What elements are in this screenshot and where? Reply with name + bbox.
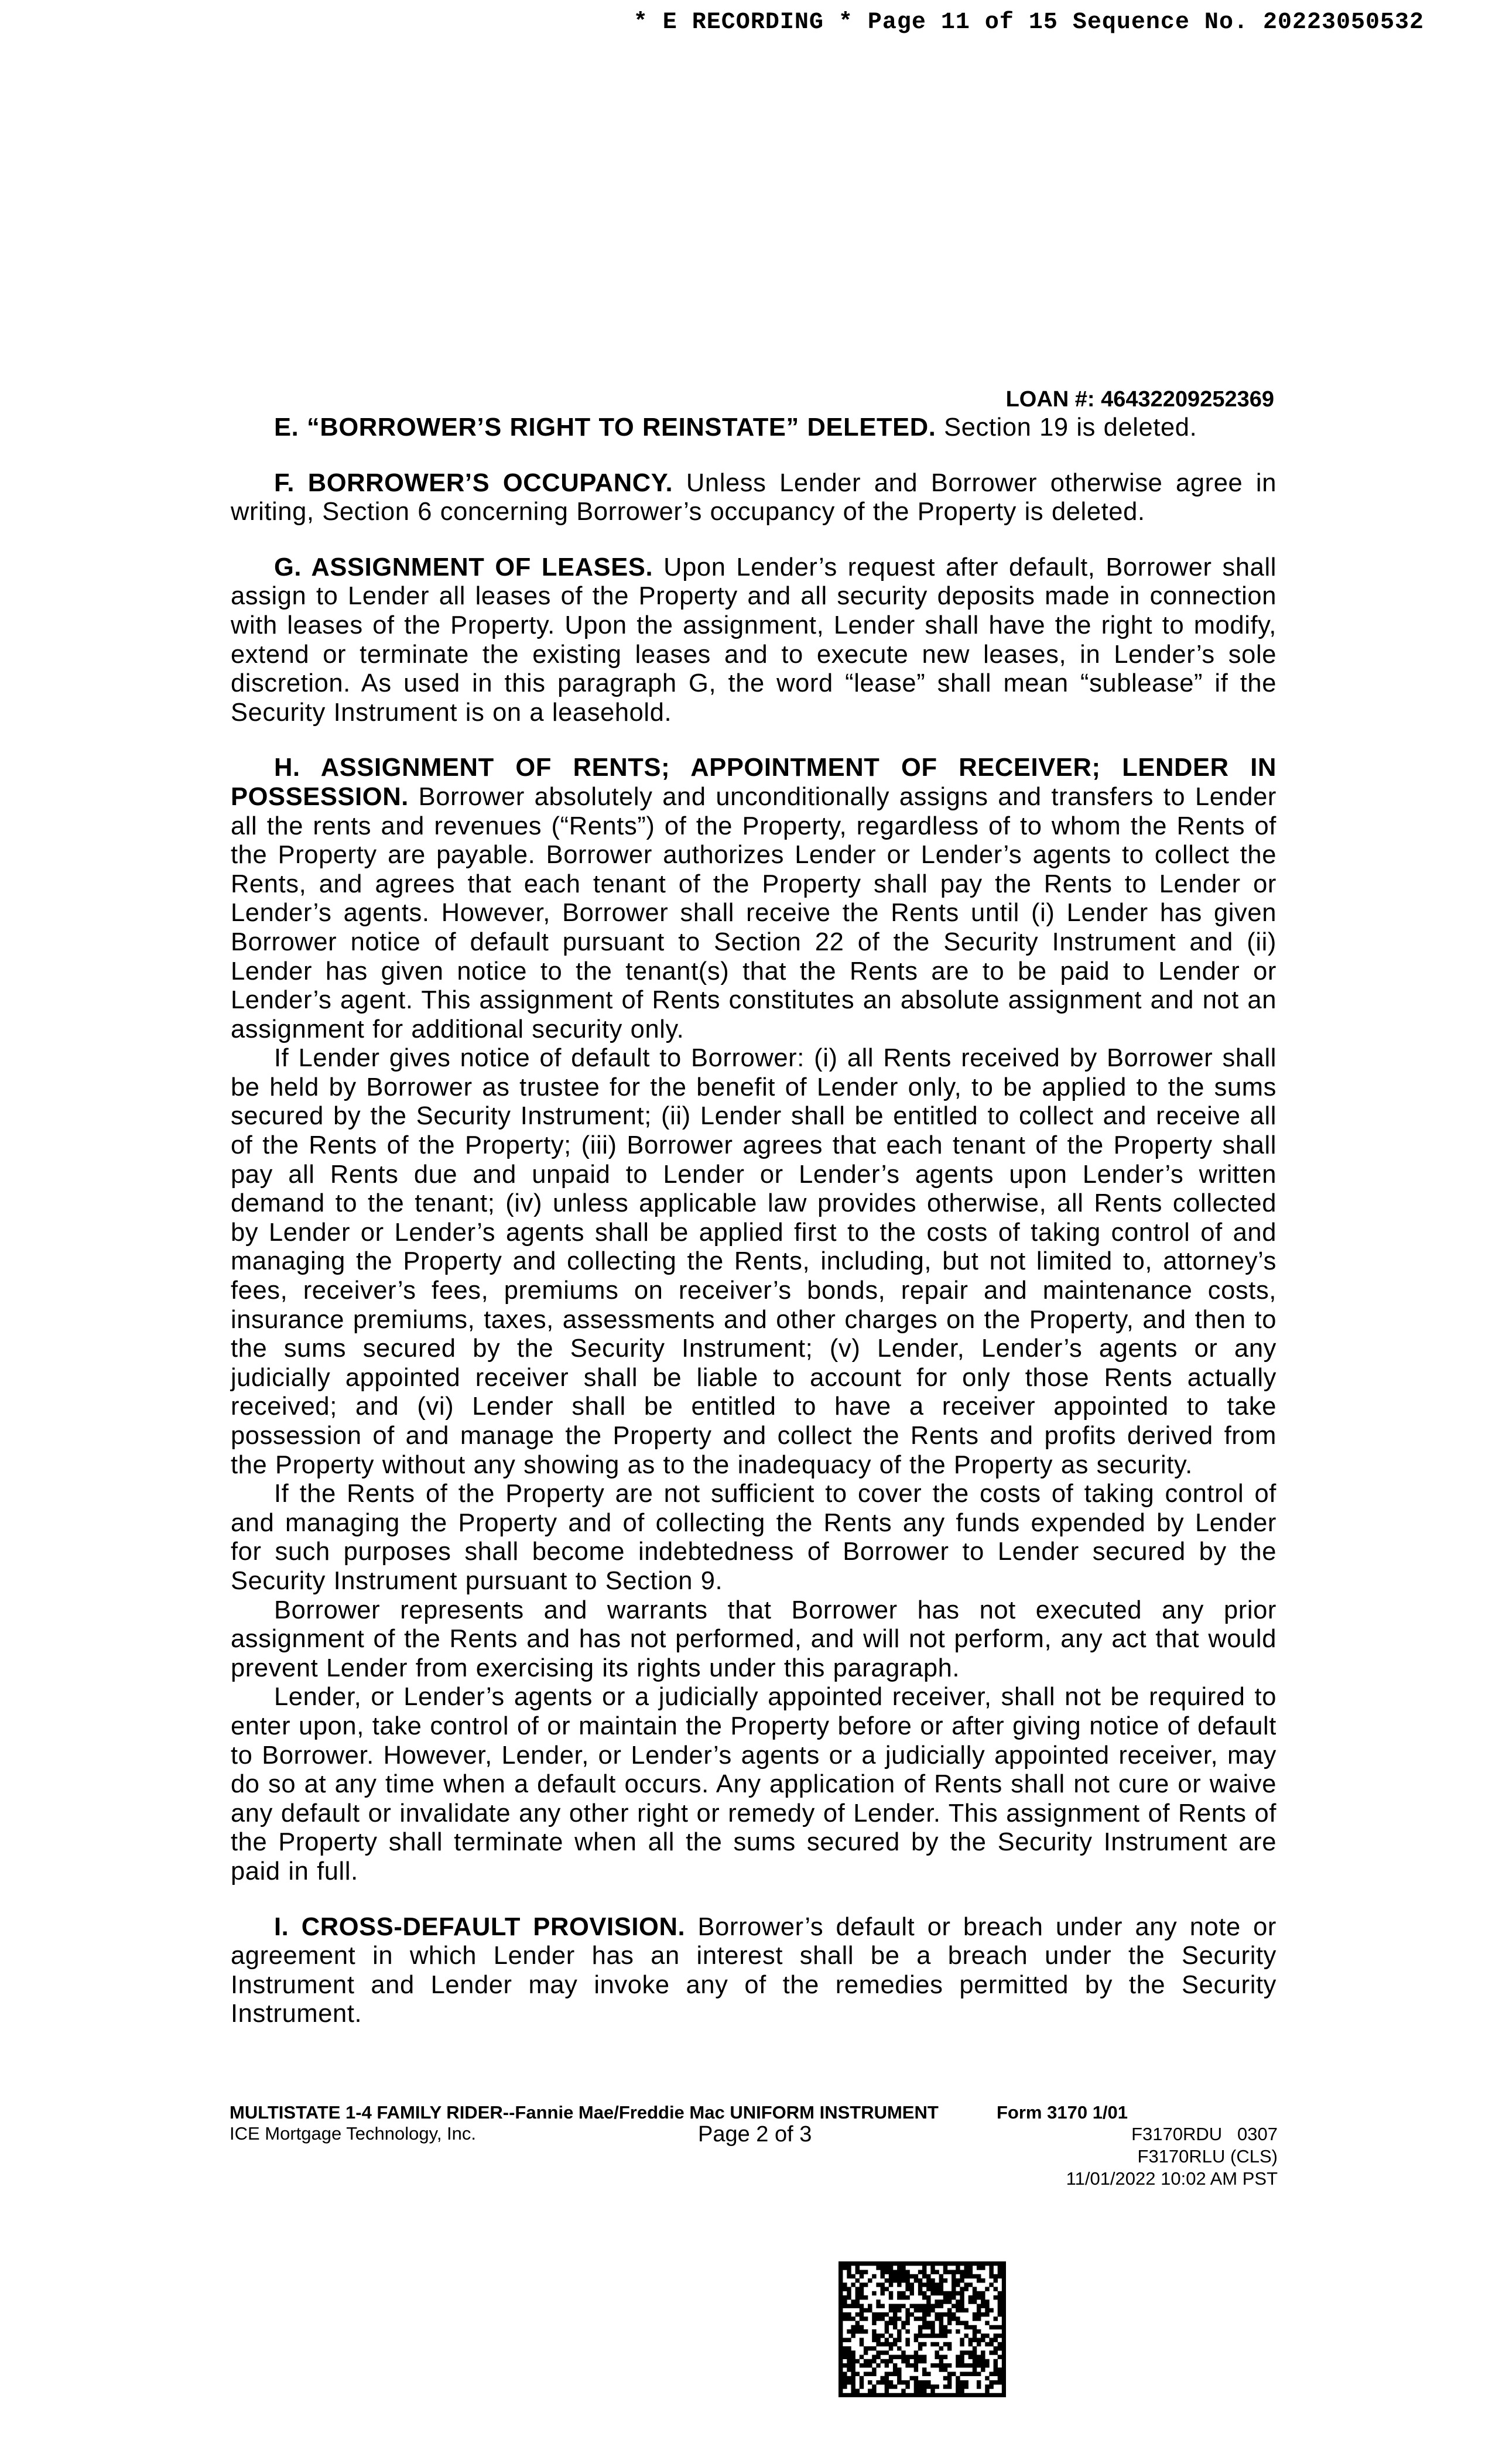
section-h-paragraph-2: If Lender gives notice of default to Borrower: (i) all Rents received by Borrower shall be held by Borrower as trustee for the benefit of Lender only, to be applied to the sums secured by the Security Instrument; (ii) Lender shall be entitled to collect and receive all of the Rents of the Property; (iii) Borrower agrees that each tenant of the Property shall pay all Rents due and unpaid to Lender or Lender’s agents upon Lender’s written demand to the tenant; (iv) unless applicable law provides otherwise, all Rents collected by Lender or Lender’s agents shall be applied first to the costs of taking control of and managing the Property and collecting the Rents, including, but not limited to, attorney’s fees, receiver’s fees, premiums on receiver’s bonds, repair and maintenance costs, insurance premiums, taxes, assessments and other charges on the Property, and then to the sums secured by the Security Instrument; (v) Lender, Lender’s agents or any judicially appointed receiver shall be liable to account for only those Rents actually received; and (vi) Lender shall be entitled to have a receiver appointed to take possession of and manage the Property and collect the Rents and profits derived from the Property without any showing as to the inadequacy of the Property as security. xyxy=(231,1044,1276,1479)
section-h-paragraph-3: If the Rents of the Property are not sufficient to cover the costs of taking control of and managing the Property and of collecting the Rents any funds expended by Lender for such purposes shall become indebtedness of Borrower to Lender secured by the Security Instrument pursuant to Section 9. xyxy=(231,1480,1276,1595)
qr-code-icon xyxy=(839,2261,1006,2397)
section-h-text: Borrower absolutely and unconditionally assigns and transfers to Lender all the rents and revenues (“Rents”) of the Property, regardless of to whom the Rents of the Property are payable. Borrower authorizes Lender or Lender’s agents to collect the Rents, and agrees that each tenant of the Property shall pay the Rents to Lender or Lender’s agents. However, Borrower shall receive the Rents until (i) Lender has given Borrower notice of default pursuant to Section 22 of the Security Instrument and (ii) Lender has given notice to the tenant(s) that the Rents are to be paid to Lender or Lender’s agent. This assignment of Rents constitutes an absolute assignment and not an assignment for additional security only. xyxy=(231,782,1276,1043)
section-e-heading: E. “BORROWER’S RIGHT TO REINSTATE” DELETED. xyxy=(274,413,936,442)
recording-header: * E RECORDING * Page 11 of 15 Sequence No. 20223050532 xyxy=(633,9,1424,36)
section-g xyxy=(231,553,1276,728)
section-i-text: Borrower’s default or breach under any note or agreement in which Lender has an interest shall be a breach under the Security Instrument and Lender may invoke any of the remedies permitted by the Security Instrument. xyxy=(231,1912,1276,2028)
section-f-heading: F. BORROWER’S OCCUPANCY. xyxy=(274,468,673,497)
footer-code-2: F3170RLU (CLS) xyxy=(1137,2146,1278,2167)
loan-number: LOAN #: 46432209252369 xyxy=(1005,387,1274,412)
section-g-text: Upon Lender’s request after default, Borrower shall assign to Lender all leases of the Property and all security deposits made in connection with leases of the Property. Upon the assignment, Lender shall have the right to modify, extend or terminate the existing leases and to execute new leases, in Lender’s sole discretion. As used in this paragraph G, the word “lease” shall mean “sublease” if the Security Instrument is on a leasehold. xyxy=(231,553,1276,727)
footer-codes xyxy=(985,2123,1278,2190)
section-h-paragraph-5: Lender, or Lender’s agents or a judicially appointed receiver, shall not be required to enter upon, take control of or maintain the Property before or after giving notice of default to Borrower. However, Lender, or Lender’s agents or a judicially appointed receiver, may do so at any time when a default occurs. Any application of Rents shall not cure or waive any default or invalidate any other right or remedy of Lender. This assignment of Rents of the Property shall terminate when all the sums secured by the Security Instrument are paid in full. xyxy=(231,1683,1276,1885)
section-i xyxy=(231,1913,1276,2029)
footer-form-title: MULTISTATE 1-4 FAMILY RIDER--Fannie Mae/Freddie Mac UNIFORM INSTRUMENT xyxy=(230,2102,939,2123)
footer-company: ICE Mortgage Technology, Inc. xyxy=(230,2123,477,2144)
section-h xyxy=(231,754,1276,1044)
document-footer xyxy=(230,2102,1278,2189)
section-h-heading: H. ASSIGNMENT OF RENTS; APPOINTMENT OF RECEIVER; LENDER IN POSSESSION. xyxy=(231,754,1276,811)
document-body xyxy=(231,413,1276,2029)
section-i-heading: I. CROSS-DEFAULT PROVISION. xyxy=(274,1912,686,1941)
section-g-heading: G. ASSIGNMENT OF LEASES. xyxy=(274,553,653,581)
qr-code-modules xyxy=(839,2261,1006,2397)
section-e xyxy=(231,413,1276,443)
footer-form-number: Form 3170 1/01 xyxy=(997,2102,1128,2123)
section-h-paragraph-4: Borrower represents and warrants that Borrower has not executed any prior assignment of the Rents and has not performed, and will not perform, any act that would prevent Lender from exercising its rights under this paragraph. xyxy=(231,1596,1276,1682)
section-e-text: Section 19 is deleted. xyxy=(936,413,1197,442)
footer-timestamp: 11/01/2022 10:02 AM PST xyxy=(1066,2168,1278,2189)
section-f xyxy=(231,469,1276,527)
footer-code-1: F3170RDU 0307 xyxy=(1131,2124,1278,2144)
section-f-text: Unless Lender and Borrower otherwise agree in writing, Section 6 concerning Borrower’s occupancy of the Property is deleted. xyxy=(231,468,1276,526)
footer-page-number: Page 2 of 3 xyxy=(698,2122,812,2147)
